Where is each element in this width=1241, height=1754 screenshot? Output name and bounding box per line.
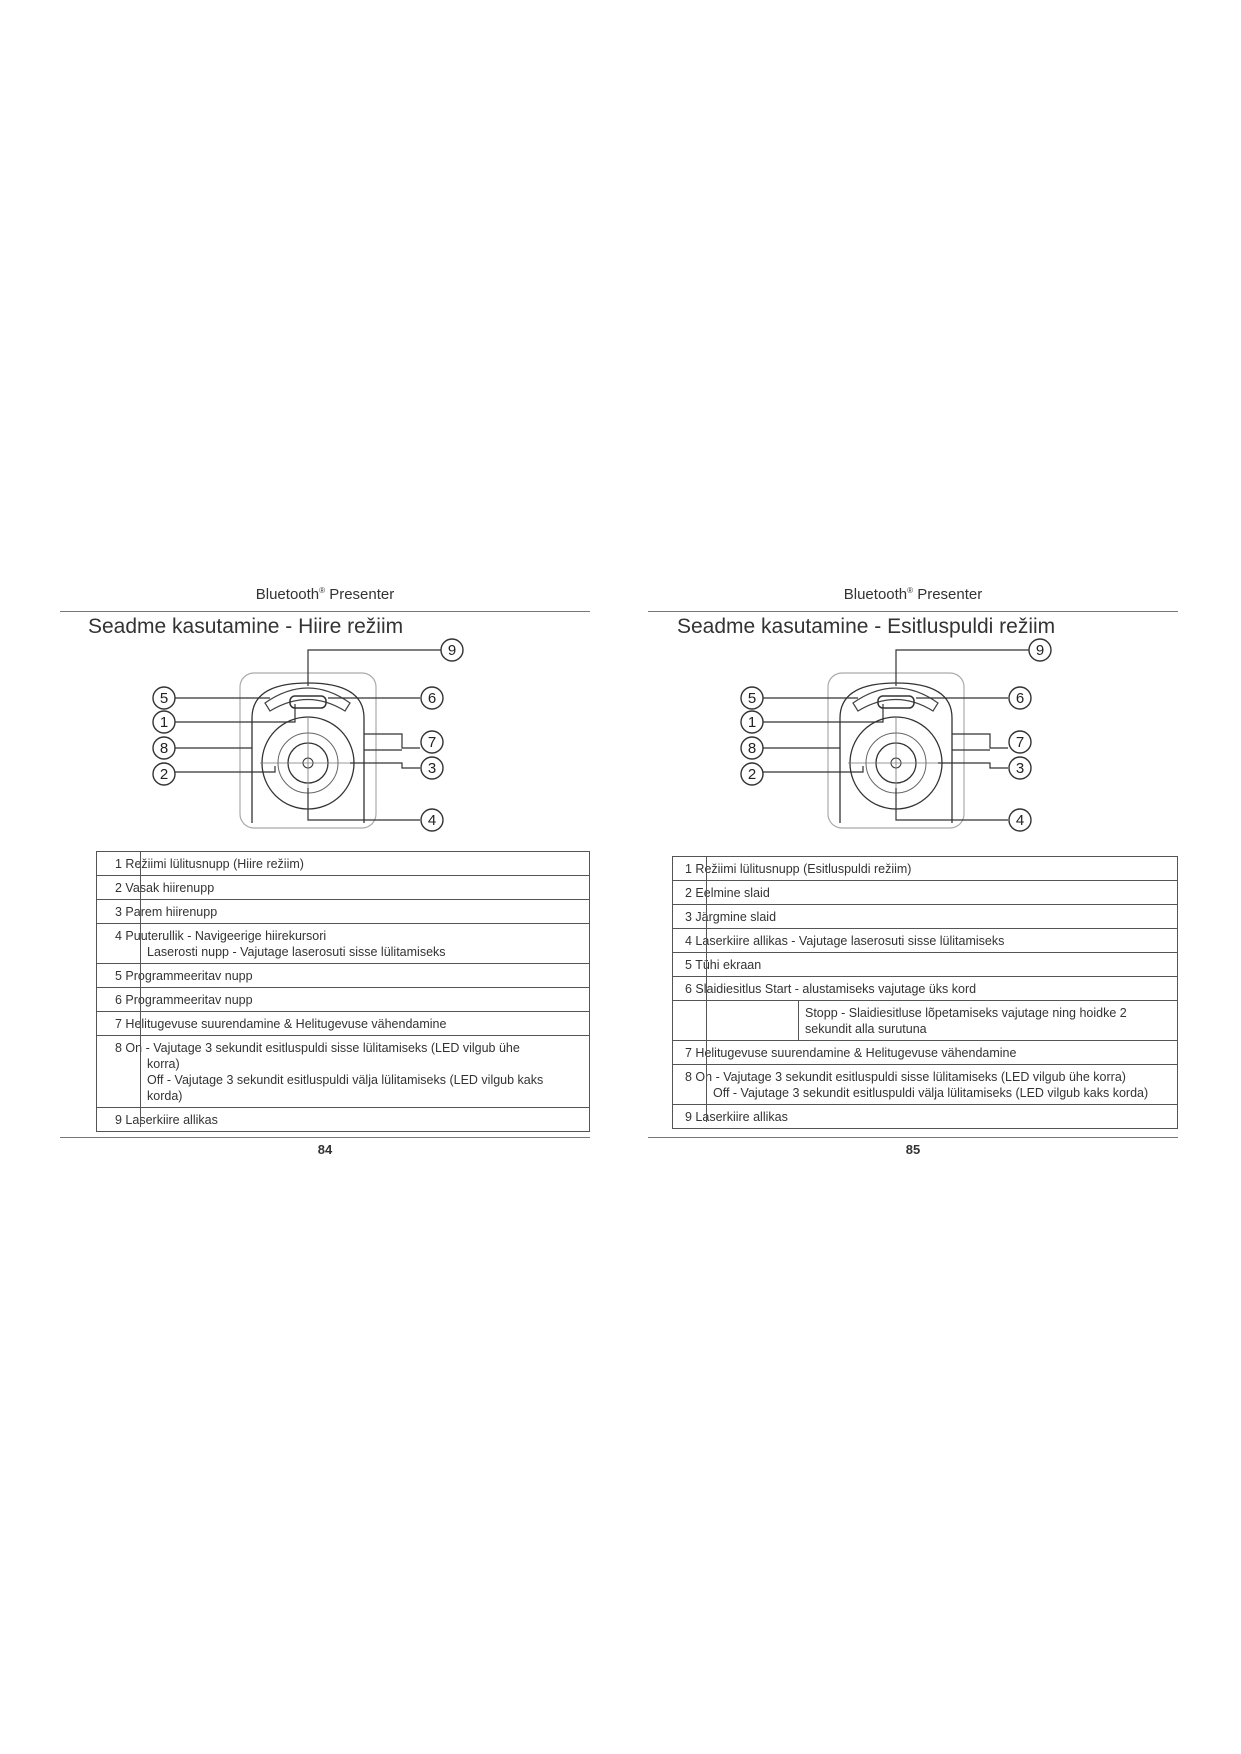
running-header: Bluetooth® Presenter	[843, 586, 983, 603]
callout-3: 3	[427, 760, 437, 777]
page-84	[60, 0, 620, 1754]
callout-6: 6	[1015, 690, 1025, 707]
items-table	[96, 851, 590, 1132]
table-row: 7 Helitugevuse suurendamine & Helitugevuse vähendamine	[97, 1012, 590, 1036]
table-row: 6 Slaidiesitlus Start - alustamiseks vajutage üks kord	[673, 977, 1178, 1001]
presenter-diagram	[140, 638, 500, 838]
callout-5: 5	[747, 690, 757, 707]
page-title: Seadme kasutamine - Esitluspuldi režiim	[677, 615, 1056, 638]
callout-7: 7	[427, 734, 437, 751]
running-header: Bluetooth® Presenter	[255, 586, 395, 603]
table-row: 9 Laserkiire allikas	[673, 1105, 1178, 1129]
footer-rule	[648, 1137, 1178, 1138]
presenter-diagram	[728, 638, 1088, 838]
table-divider	[706, 856, 707, 1122]
table-row: 4 Puuterullik - Navigeerige hiirekursori Laserosti nupp - Vajutage laserosuti sisse lülitamiseks	[97, 924, 590, 964]
callout-8: 8	[159, 740, 169, 757]
page-number: 84	[317, 1142, 333, 1157]
table-row: 3 Parem hiirenupp	[97, 900, 590, 924]
header-rule	[648, 611, 1178, 612]
items-table	[672, 856, 1178, 1129]
page-85	[648, 0, 1208, 1754]
table-row: 7 Helitugevuse suurendamine & Helitugevuse vähendamine	[673, 1041, 1178, 1065]
page-title: Seadme kasutamine - Hiire režiim	[88, 615, 404, 638]
callout-6: 6	[427, 690, 437, 707]
table-row: 1 Režiimi lülitusnupp (Esitluspuldi režiim)	[673, 857, 1178, 881]
table-row: 8 On - Vajutage 3 sekundit esitluspuldi sisse lülitamiseks (LED vilgub ühe korra) Off - Vajutage 3 sekundit esitluspuldi välja lülitamiseks (LED vilgub kaks korda)	[673, 1065, 1178, 1105]
callout-8: 8	[747, 740, 757, 757]
table-row: 5 Programmeeritav nupp	[97, 964, 590, 988]
callout-9: 9	[1035, 642, 1045, 659]
callout-1: 1	[159, 714, 169, 731]
callout-1: 1	[747, 714, 757, 731]
page-number: 85	[905, 1142, 921, 1157]
table-row: 2 Eelmine slaid	[673, 881, 1178, 905]
table-divider	[140, 851, 141, 1127]
footer-rule	[60, 1137, 590, 1138]
table-row: 5 Tühi ekraan	[673, 953, 1178, 977]
callout-4: 4	[1015, 812, 1025, 829]
table-row: 2 Vasak hiirenupp	[97, 876, 590, 900]
callout-4: 4	[427, 812, 437, 829]
callout-2: 2	[747, 766, 757, 783]
callout-3: 3	[1015, 760, 1025, 777]
table-row: 8 On - Vajutage 3 sekundit esitluspuldi sisse lülitamiseks (LED vilgub ühe korra) Off - Vajutage 3 sekundit esitluspuldi välja lülitamiseks (LED vilgub kaks korda)	[97, 1036, 590, 1108]
table-row: Stopp - Slaidiesitluse lõpetamiseks vajutage ning hoidke 2 sekundit alla surutuna	[673, 1001, 1178, 1041]
callout-2: 2	[159, 766, 169, 783]
table-row: 9 Laserkiire allikas	[97, 1108, 590, 1132]
table-row: 6 Programmeeritav nupp	[97, 988, 590, 1012]
table-row: 3 Järgmine slaid	[673, 905, 1178, 929]
callout-7: 7	[1015, 734, 1025, 751]
callout-5: 5	[159, 690, 169, 707]
table-row: 1 Režiimi lülitusnupp (Hiire režiim)	[97, 852, 590, 876]
header-rule	[60, 611, 590, 612]
callout-9: 9	[447, 642, 457, 659]
table-row: 4 Laserkiire allikas - Vajutage laserosuti sisse lülitamiseks	[673, 929, 1178, 953]
